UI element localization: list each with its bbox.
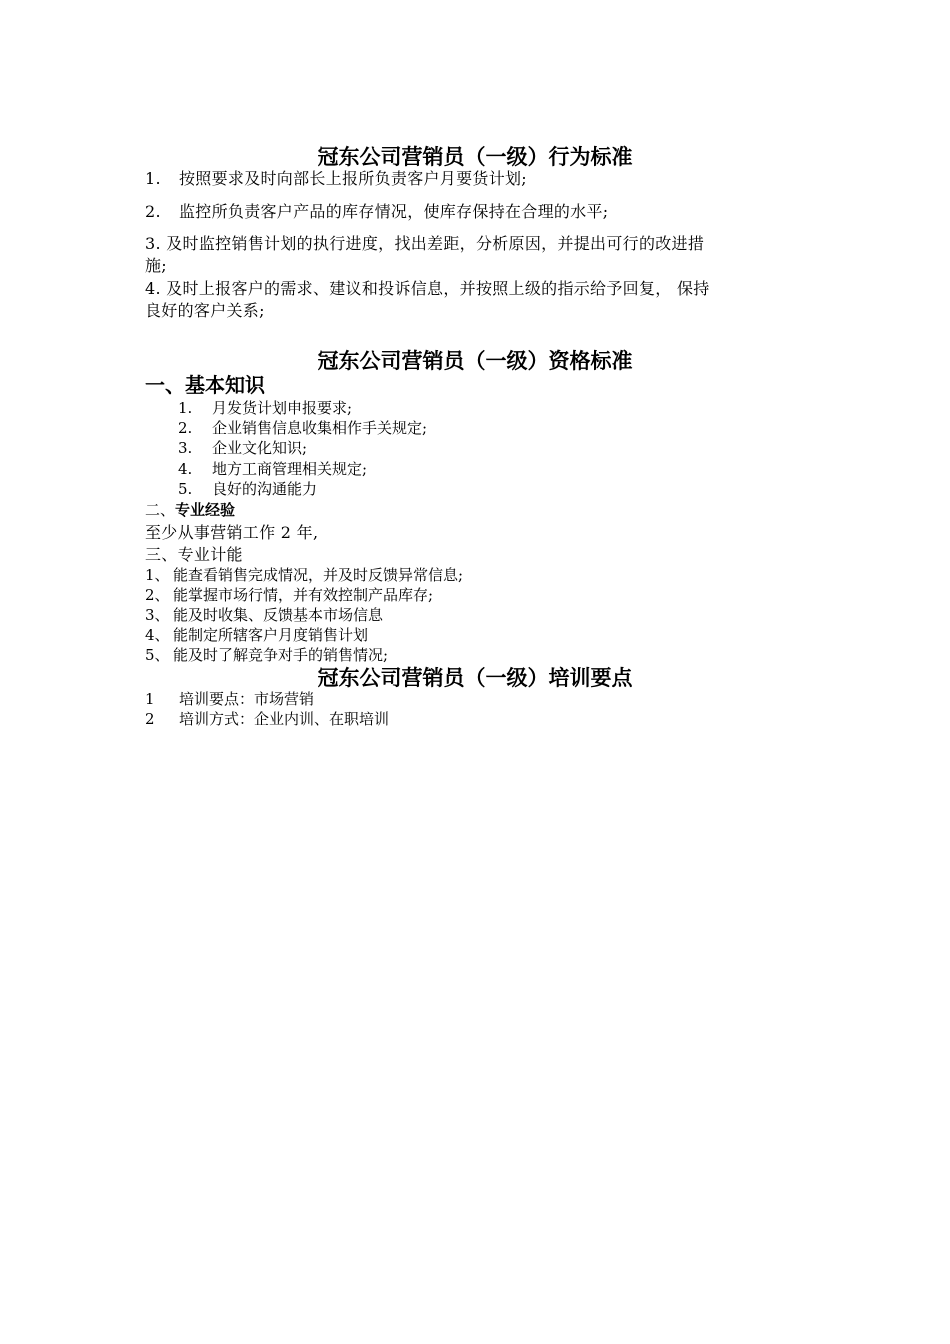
behavior-item-4-line1: 4. 及时上报客户的需求、建议和投诉信息，并按照上级的指示给予回复， 保持 xyxy=(145,279,710,298)
training-item-2-num: 2 xyxy=(145,710,155,728)
skill-item-5 xyxy=(145,648,388,663)
skill-item-2-text: 能掌握市场行情，并有效控制产品库存; xyxy=(173,586,434,604)
knowledge-item-5 xyxy=(178,482,317,497)
knowledge-item-5-num: 5. xyxy=(178,480,193,498)
skill-item-3-num: 3、 xyxy=(145,606,170,624)
behavior-item-2-num: 2. xyxy=(145,202,161,221)
skill-item-2 xyxy=(145,588,433,603)
experience-heading-prefix: 二、 xyxy=(145,501,176,519)
knowledge-item-4 xyxy=(178,462,367,477)
skill-item-4-text: 能制定所辖客户月度销售计划 xyxy=(173,626,369,644)
training-item-1 xyxy=(145,692,314,707)
experience-heading xyxy=(145,503,235,518)
knowledge-item-5-text: 良好的沟通能力 xyxy=(212,480,318,498)
knowledge-item-1 xyxy=(178,401,352,416)
skill-item-2-num: 2、 xyxy=(145,586,170,604)
skill-item-4 xyxy=(145,628,368,643)
skill-item-5-text: 能及时了解竞争对手的销售情况; xyxy=(173,646,389,664)
knowledge-item-2 xyxy=(178,421,427,436)
training-item-1-num: 1 xyxy=(145,690,155,708)
training-item-1-text: 培训要点：市场营销 xyxy=(179,690,315,708)
training-item-2-text: 培训方式：企业内训、在职培训 xyxy=(179,710,390,728)
skill-item-4-num: 4、 xyxy=(145,626,170,644)
behavior-item-1-text: 按照要求及时向部长上报所负责客户月要货计划; xyxy=(179,169,527,188)
knowledge-item-3-text: 企业文化知识; xyxy=(212,439,308,457)
behavior-item-2 xyxy=(145,204,609,220)
knowledge-heading: 一、基本知识 xyxy=(145,373,265,397)
training-item-2 xyxy=(145,712,389,727)
behavior-item-2-text: 监控所负责客户产品的库存情况，使库存保持在合理的水平; xyxy=(179,202,609,221)
section2-title: 冠东公司营销员（一级）资格标准 xyxy=(317,348,633,373)
skill-item-3 xyxy=(145,608,383,623)
knowledge-item-2-num: 2. xyxy=(178,419,193,437)
experience-heading-text: 专业经验 xyxy=(175,501,236,519)
experience-text: 至少从事营销工作 2 年, xyxy=(145,523,319,542)
behavior-item-4-line2: 良好的客户关系; xyxy=(145,301,265,320)
section1-title: 冠东公司营销员（一级）行为标准 xyxy=(317,144,633,169)
skill-item-1-num: 1、 xyxy=(145,566,170,584)
knowledge-item-3-num: 3. xyxy=(178,439,193,457)
behavior-item-1 xyxy=(145,171,527,187)
behavior-item-3-line2: 施; xyxy=(145,256,167,275)
knowledge-item-1-text: 月发货计划申报要求; xyxy=(212,399,353,417)
knowledge-item-2-text: 企业销售信息收集相作手关规定; xyxy=(212,419,428,437)
knowledge-item-3 xyxy=(178,441,307,456)
skill-item-1-text: 能查看销售完成情况，并及时反馈异常信息; xyxy=(173,566,464,584)
knowledge-item-4-text: 地方工商管理相关规定; xyxy=(212,460,368,478)
knowledge-item-4-num: 4. xyxy=(178,460,193,478)
skill-item-1 xyxy=(145,568,463,583)
skill-item-5-num: 5、 xyxy=(145,646,170,664)
behavior-item-3-line1: 3. 及时监控销售计划的执行进度，找出差距，分析原因，并提出可行的改进措 xyxy=(145,234,705,253)
behavior-item-1-num: 1. xyxy=(145,169,161,188)
skills-heading: 三、专业计能 xyxy=(145,545,243,564)
section3-title: 冠东公司营销员（一级）培训要点 xyxy=(317,665,633,690)
skill-item-3-text: 能及时收集、反馈基本市场信息 xyxy=(173,606,384,624)
knowledge-item-1-num: 1. xyxy=(178,399,193,417)
